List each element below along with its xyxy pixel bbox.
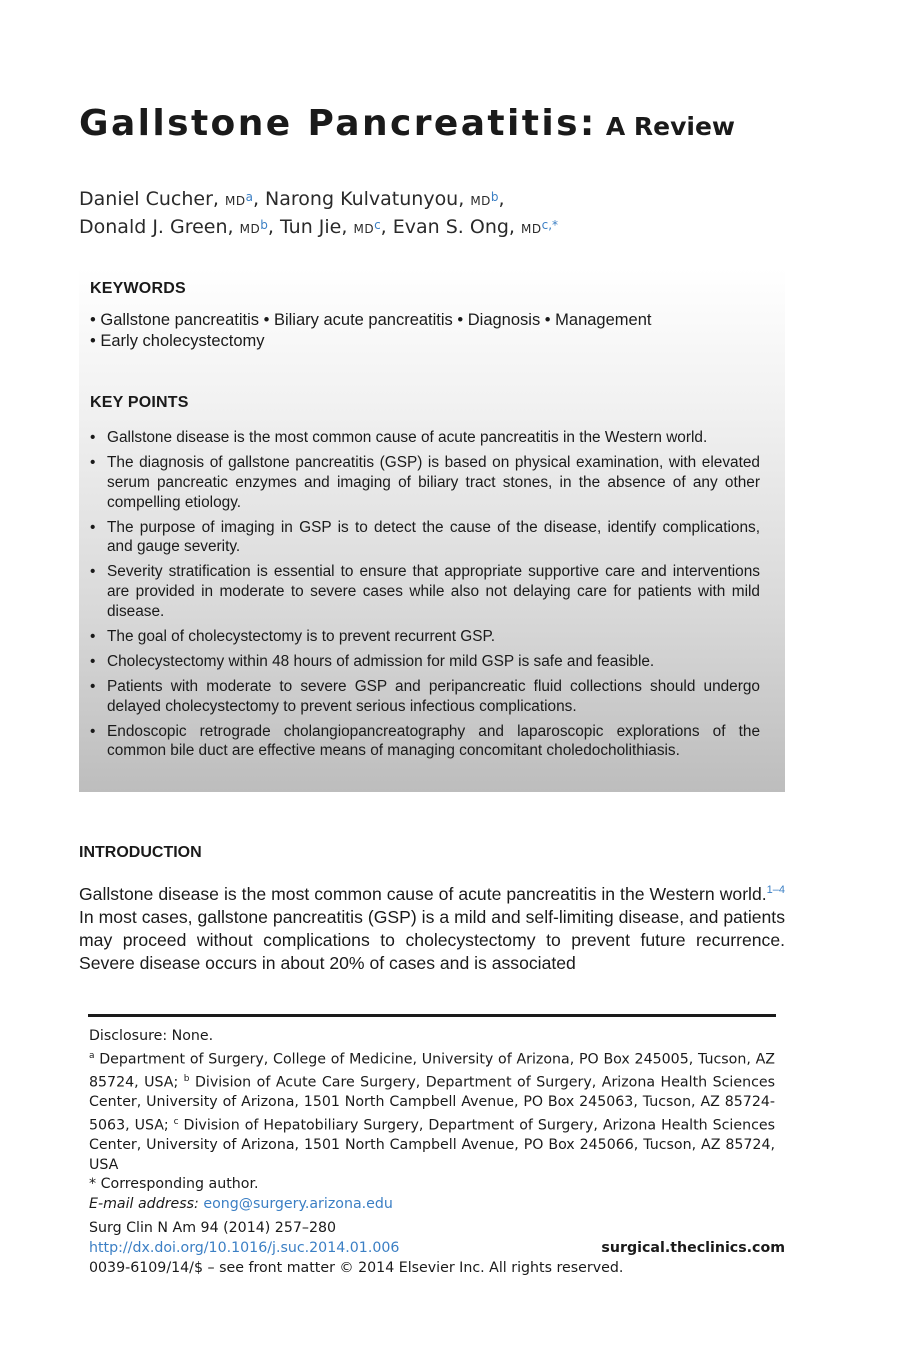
journal-site[interactable]: surgical.theclinics.com bbox=[601, 1240, 785, 1256]
author-affiliation-link[interactable]: b bbox=[490, 190, 499, 204]
affiliation-text: Division of Hepatobiliary Surgery, Department of Surgery, Arizona Health Sciences Center, University of Arizona, 1501 North Campbell Avenue, PO Box 245066, Tucson, AZ 85724, USA bbox=[89, 1117, 775, 1173]
footnotes bbox=[89, 1027, 775, 1215]
doi-row bbox=[89, 1238, 785, 1258]
email-label: E-mail address: bbox=[89, 1195, 199, 1212]
title-main: Gallstone Pancreatitis: bbox=[79, 103, 597, 144]
author-line-1 bbox=[79, 186, 558, 214]
introduction-paragraph bbox=[79, 879, 785, 975]
email-line bbox=[89, 1195, 775, 1215]
author-degree: MD bbox=[239, 222, 261, 236]
author-degree: MD bbox=[353, 222, 375, 236]
corresponding-author: * Corresponding author. bbox=[89, 1176, 259, 1193]
article-title bbox=[79, 103, 735, 144]
author-degree: MD bbox=[225, 194, 246, 208]
author-name: Narong Kulvatunyou, bbox=[265, 188, 465, 210]
author-separator: , bbox=[252, 188, 266, 210]
author-name: Daniel Cucher, bbox=[79, 188, 219, 210]
email-link[interactable]: eong@surgery.arizona.edu bbox=[203, 1195, 393, 1212]
affiliation-marker: c bbox=[173, 1116, 179, 1127]
author-degree: MD bbox=[521, 222, 542, 236]
author-separator: , bbox=[267, 216, 280, 238]
key-points-heading: KEY POINTS bbox=[90, 394, 189, 411]
key-point-item: • The goal of cholecystectomy is to prevent recurrent GSP. bbox=[90, 627, 760, 647]
journal-citation: Surg Clin N Am 94 (2014) 257–280 bbox=[89, 1220, 337, 1236]
keywords-keypoints-box bbox=[79, 268, 785, 792]
citation-block bbox=[89, 1218, 785, 1278]
author-separator: , bbox=[380, 216, 393, 238]
keywords-line: • Gallstone pancreatitis • Biliary acute pancreatitis • Diagnosis • Management bbox=[90, 311, 652, 329]
key-point-item: • Endoscopic retrograde cholangiopancreatography and laparoscopic explorations of the common bile duct are effective means of managing concomitant choledocholithiasis. bbox=[90, 722, 760, 762]
key-points-list bbox=[90, 428, 760, 766]
author-list bbox=[79, 186, 558, 242]
keywords-line: • Early cholecystectomy bbox=[90, 332, 265, 350]
key-point-item: • The purpose of imaging in GSP is to detect the cause of the disease, identify complications, and gauge severity. bbox=[90, 518, 760, 558]
affiliation-text: Division of Acute Care Surgery, Department of Surgery, Arizona Health Sciences Center, University of Arizona, 1501 North Campbell Avenue, PO Box 245063, Tucson, AZ 85724-5063, USA; bbox=[89, 1074, 775, 1134]
keywords-list bbox=[90, 310, 770, 352]
intro-text: In most cases, gallstone pancreatitis (GSP) is a mild and self-limiting disease, and patients may proceed without complications to cholecystectomy to prevent future recurrence. Severe disease occurs in about 20% of cases and is associated bbox=[79, 906, 785, 973]
author-separator: , bbox=[498, 188, 505, 210]
key-point-item: • Severity stratification is essential to ensure that appropriate supportive care and interventions are provided in moderate to severe cases while also not delaying care for patients with mild disease. bbox=[90, 562, 760, 621]
key-point-item: • Cholecystectomy within 48 hours of admission for mild GSP is safe and feasible. bbox=[90, 652, 760, 672]
author-affiliation-link[interactable]: b bbox=[260, 218, 268, 232]
introduction-heading: INTRODUCTION bbox=[79, 844, 202, 861]
title-subtitle: A Review bbox=[605, 112, 736, 141]
author-line-2 bbox=[79, 214, 558, 242]
affiliation-text: Department of Surgery, College of Medicine, University of Arizona, PO Box 245005, Tucson, AZ 85724, USA; bbox=[89, 1051, 775, 1091]
keywords-heading: KEYWORDS bbox=[90, 280, 186, 297]
affiliation-marker: a bbox=[89, 1050, 95, 1061]
author-affiliation-link[interactable]: a bbox=[245, 190, 253, 204]
author-name: Donald J. Green, bbox=[79, 216, 234, 238]
intro-text: Gallstone disease is the most common cause of acute pancreatitis in the Western world. bbox=[79, 883, 767, 904]
author-name: Tun Jie, bbox=[279, 216, 348, 238]
author-degree: MD bbox=[470, 194, 491, 208]
author-affiliation-link[interactable]: c,* bbox=[541, 218, 559, 232]
disclosure: Disclosure: None. bbox=[89, 1028, 214, 1044]
affiliation-marker: b bbox=[183, 1073, 190, 1084]
key-point-item: • Patients with moderate to severe GSP and peripancreatic fluid collections should undergo delayed cholecystectomy to prevent serious infectious complications. bbox=[90, 677, 760, 717]
doi-link[interactable]: http://dx.doi.org/10.1016/j.suc.2014.01.006 bbox=[89, 1240, 400, 1256]
author-name: Evan S. Ong, bbox=[392, 216, 515, 238]
affiliations bbox=[89, 1047, 775, 1176]
copyright-line: 0039-6109/14/$ – see front matter © 2014 Elsevier Inc. All rights reserved. bbox=[89, 1260, 624, 1276]
reference-link[interactable]: 1–4 bbox=[766, 884, 785, 896]
key-point-item: • The diagnosis of gallstone pancreatitis (GSP) is based on physical examination, with elevated serum pancreatic enzymes and imaging of biliary tract stones, in the absence of any other compelling etiology. bbox=[90, 453, 760, 512]
author-affiliation-link[interactable]: c bbox=[374, 218, 381, 232]
key-point-item: • Gallstone disease is the most common cause of acute pancreatitis in the Western world. bbox=[90, 428, 760, 448]
footnote-divider bbox=[88, 1014, 776, 1017]
